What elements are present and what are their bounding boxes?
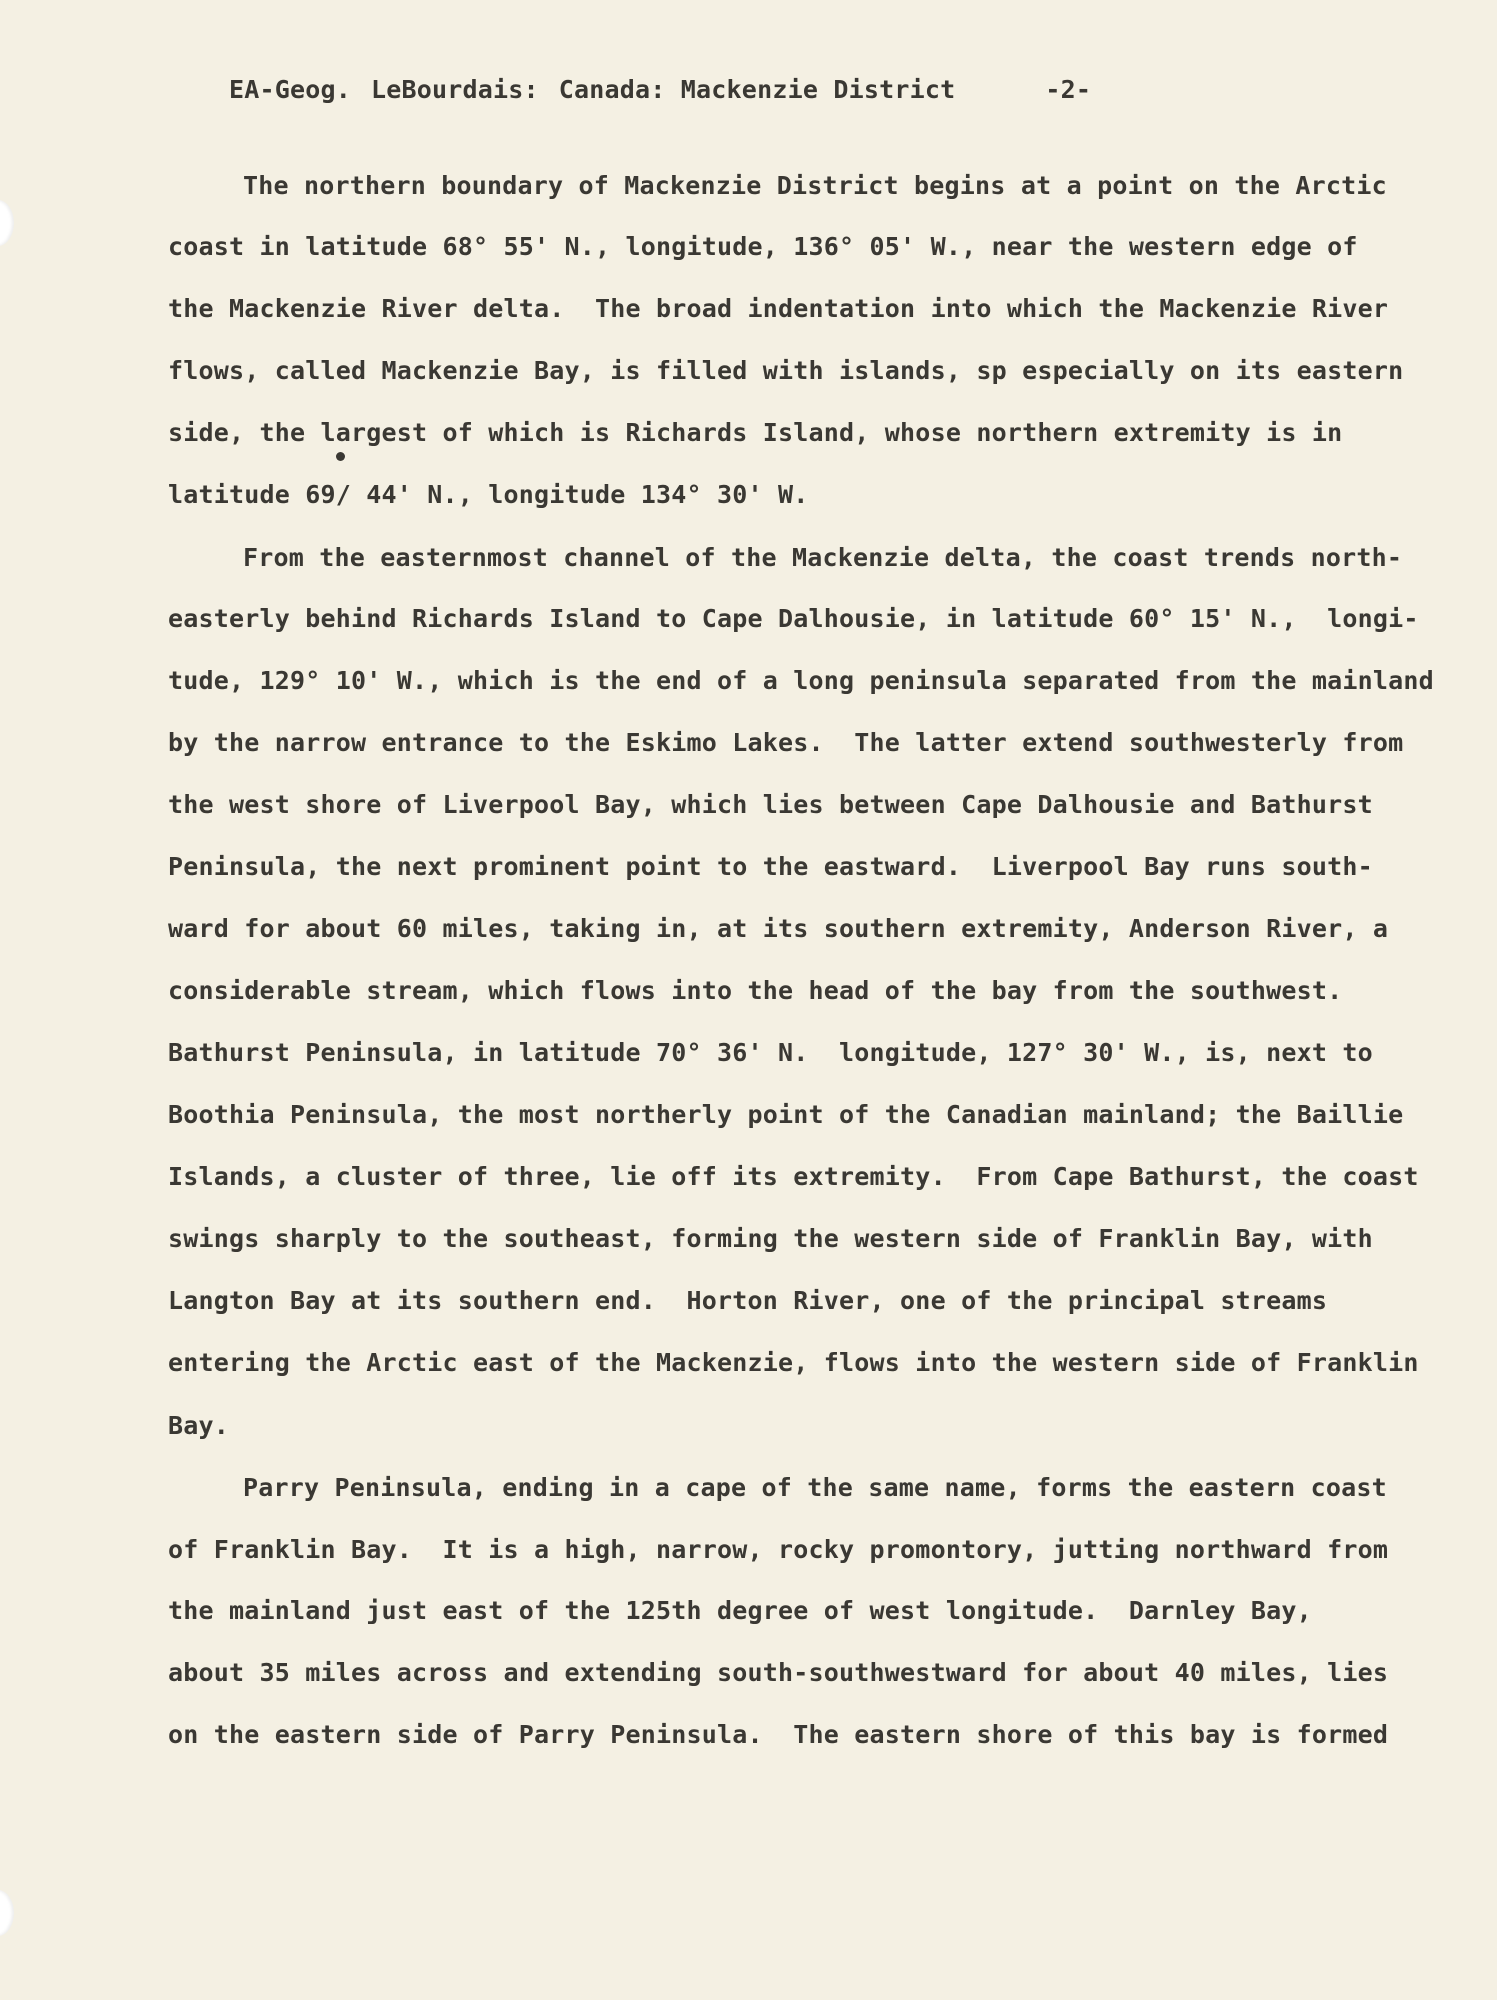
page-number: -2- xyxy=(1045,75,1092,104)
text-line: by the narrow entrance to the Eskimo Lakes. The latter extend southwesterly from xyxy=(168,728,1404,757)
text-line: flows, called Mackenzie Bay, is filled with islands, sp especially on its eastern xyxy=(168,356,1404,385)
text-line: the Mackenzie River delta. The broad indentation into which the Mackenzie River xyxy=(168,294,1389,323)
punch-hole xyxy=(0,1890,14,1936)
text-line: ward for about 60 miles, taking in, at its southern extremity, Anderson River, a xyxy=(168,914,1389,943)
text-line: Peninsula, the next prominent point to the eastward. Liverpool Bay runs south- xyxy=(168,852,1373,881)
text-line: side, the largest of which is Richards Island, whose northern extremity is in xyxy=(168,418,1343,447)
header-code: EA-Geog. xyxy=(229,75,352,104)
text-line: Langton Bay at its southern end. Horton River, one of the principal streams xyxy=(168,1286,1328,1315)
text-line: tude, 129° 10' W., which is the end of a long peninsula separated from the mainland xyxy=(168,666,1434,695)
handwritten-mark xyxy=(336,452,345,461)
text-line: The northern boundary of Mackenzie District begins at a point on the Arctic xyxy=(243,171,1387,200)
text-line: swings sharply to the southeast, forming the western side of Franklin Bay, with xyxy=(168,1224,1373,1253)
text-line: of Franklin Bay. It is a high, narrow, rocky promontory, jutting northward from xyxy=(168,1535,1389,1564)
text-line: Boothia Peninsula, the most northerly point of the Canadian mainland; the Baillie xyxy=(168,1100,1404,1129)
page-header xyxy=(168,46,1091,133)
text-line: the west shore of Liverpool Bay, which lies between Cape Dalhousie and Bathurst xyxy=(168,790,1373,819)
punch-hole xyxy=(0,200,14,246)
text-line: about 35 miles across and extending south-southwestward for about 40 miles, lies xyxy=(168,1658,1389,1687)
header-title: Canada: Mackenzie District xyxy=(558,75,956,104)
text-line: easterly behind Richards Island to Cape Dalhousie, in latitude 60° 15' N., longi- xyxy=(168,604,1419,633)
header-author: LeBourdais: xyxy=(371,75,539,104)
text-line: latitude 69/ 44' N., longitude 134° 30' W. xyxy=(168,480,809,509)
text-line: entering the Arctic east of the Mackenzie, flows into the western side of Franklin xyxy=(168,1348,1419,1377)
text-line: coast in latitude 68° 55' N., longitude, 136° 05' W., near the western edge of xyxy=(168,232,1358,261)
text-line: considerable stream, which flows into the head of the bay from the southwest. xyxy=(168,976,1343,1005)
text-line: Bathurst Peninsula, in latitude 70° 36' N. longitude, 127° 30' W., is, next to xyxy=(168,1038,1373,1067)
text-line: Parry Peninsula, ending in a cape of the same name, forms the eastern coast xyxy=(243,1473,1387,1502)
text-line: the mainland just east of the 125th degree of west longitude. Darnley Bay, xyxy=(168,1596,1312,1625)
text-line: on the eastern side of Parry Peninsula. The eastern shore of this bay is formed xyxy=(168,1720,1389,1749)
text-line: From the easternmost channel of the Mackenzie delta, the coast trends north- xyxy=(243,543,1403,572)
text-line: Bay. xyxy=(168,1411,230,1440)
text-line: Islands, a cluster of three, lie off its extremity. From Cape Bathurst, the coast xyxy=(168,1162,1419,1191)
